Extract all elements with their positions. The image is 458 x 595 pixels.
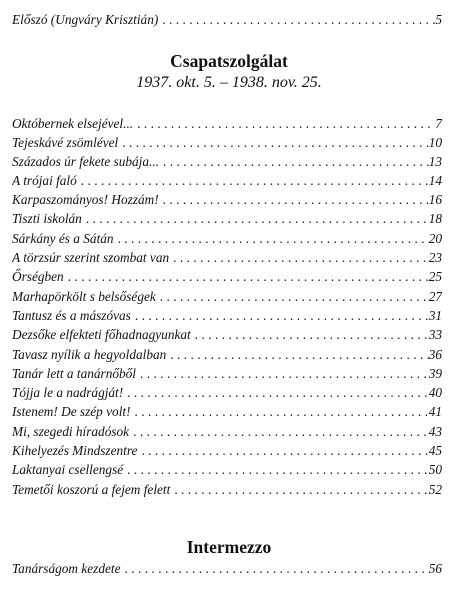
toc-entry[interactable] bbox=[12, 133, 442, 152]
dot-leader bbox=[133, 114, 435, 133]
dot-leader bbox=[129, 422, 429, 441]
entry-page-number: 52 bbox=[428, 482, 442, 497]
entry-page-number: 45 bbox=[428, 443, 442, 458]
dot-leader bbox=[158, 10, 435, 29]
entry-page-number: 41 bbox=[428, 404, 442, 419]
entry-page-number: 13 bbox=[428, 154, 442, 169]
entry-title: Laktanyai csellengsé bbox=[12, 462, 124, 477]
entry-title: Kihelyezés Mindszentre bbox=[12, 443, 138, 458]
toc-entry[interactable] bbox=[12, 364, 442, 383]
toc-entry[interactable] bbox=[12, 345, 442, 364]
entry-title: Sárkány és a Sátán bbox=[12, 231, 114, 246]
entry-title: Százados úr fekete subája... bbox=[12, 154, 159, 169]
dot-leader bbox=[118, 133, 428, 152]
entry-page-number: 50 bbox=[428, 462, 442, 477]
dot-leader bbox=[64, 267, 429, 286]
toc-entry[interactable] bbox=[12, 306, 442, 325]
entry-title: Temetői koszorú a fejem felett bbox=[12, 482, 171, 497]
entry-page-number: 5 bbox=[435, 12, 442, 27]
entry-title: Tantusz és a mászóvas bbox=[12, 308, 131, 323]
dot-leader bbox=[137, 441, 428, 460]
entry-page-number: 40 bbox=[428, 385, 442, 400]
dot-leader bbox=[136, 364, 429, 383]
toc-entry[interactable] bbox=[12, 287, 442, 306]
entry-title: Karpaszományos! Hozzám! bbox=[12, 192, 159, 207]
entry-title: Dezsőke elfekteti főhadnagyunkat bbox=[12, 327, 191, 342]
toc-entry[interactable] bbox=[12, 402, 442, 421]
toc-entry[interactable] bbox=[12, 460, 442, 479]
entry-title: Tavasz nyílik a hegyoldalban bbox=[12, 347, 167, 362]
toc-entry[interactable] bbox=[12, 422, 442, 441]
entry-title: Mi, szegedi híradósok bbox=[12, 424, 130, 439]
toc-entry[interactable] bbox=[12, 171, 442, 190]
entry-page-number: 33 bbox=[428, 327, 442, 342]
dot-leader bbox=[131, 402, 429, 421]
entry-title: Tanár lett a tanárnőből bbox=[12, 366, 137, 381]
entry-page-number: 10 bbox=[428, 135, 442, 150]
entry-page-number: 36 bbox=[428, 347, 442, 362]
entry-title: Istenem! De szép volt! bbox=[12, 404, 131, 419]
dot-leader bbox=[131, 306, 429, 325]
entry-title: Tiszti iskolán bbox=[12, 211, 82, 226]
entry-page-number: 18 bbox=[428, 211, 442, 226]
dot-leader bbox=[114, 229, 429, 248]
entry-title: Előszó (Ungváry Krisztián) bbox=[12, 12, 159, 27]
entry-page-number: 23 bbox=[428, 250, 442, 265]
toc-entry[interactable] bbox=[12, 383, 442, 402]
section-date-range: 1937. okt. 5. – 1938. nov. 25. bbox=[136, 74, 322, 91]
dot-leader bbox=[77, 171, 429, 190]
entry-page-number: 27 bbox=[428, 289, 442, 304]
toc-entry[interactable] bbox=[12, 229, 442, 248]
dot-leader bbox=[170, 480, 428, 499]
entry-page-number: 25 bbox=[428, 269, 442, 284]
dot-leader bbox=[159, 190, 429, 209]
dot-leader bbox=[159, 152, 429, 171]
toc-entry[interactable] bbox=[12, 325, 442, 344]
toc-entry[interactable] bbox=[12, 248, 442, 267]
entry-page-number: 56 bbox=[428, 561, 442, 576]
section-heading-intermezzo: Intermezzo bbox=[186, 537, 272, 557]
dot-leader bbox=[166, 345, 428, 364]
dot-leader bbox=[123, 460, 429, 479]
entry-page-number: 7 bbox=[435, 116, 442, 131]
entry-page-number: 16 bbox=[428, 192, 442, 207]
toc-entry[interactable] bbox=[12, 559, 442, 578]
entry-page-number: 20 bbox=[428, 231, 442, 246]
entry-title: Marhapörkölt s belsőségek bbox=[12, 289, 156, 304]
dot-leader bbox=[120, 559, 428, 578]
toc-entry[interactable] bbox=[12, 190, 442, 209]
entry-title: Októbernek elsejével... bbox=[12, 116, 134, 131]
entry-title: Tanárságom kezdete bbox=[12, 561, 121, 576]
entry-title: Tójja le a nadrágját! bbox=[12, 385, 124, 400]
toc-entry[interactable] bbox=[12, 114, 442, 133]
dot-leader bbox=[123, 383, 429, 402]
section-heading-csapatszolgalat: Csapatszolgálat bbox=[170, 51, 288, 71]
dot-leader bbox=[169, 248, 429, 267]
entry-page-number: 14 bbox=[428, 173, 442, 188]
entry-title: Tejeskávé zsömlével bbox=[12, 135, 119, 150]
dot-leader bbox=[156, 287, 429, 306]
entry-page-number: 31 bbox=[428, 308, 442, 323]
toc-entry-preface[interactable] bbox=[12, 10, 442, 29]
toc-entry[interactable] bbox=[12, 209, 442, 228]
toc-entry[interactable] bbox=[12, 267, 442, 286]
dot-leader bbox=[191, 325, 429, 344]
entry-title: Őrségben bbox=[12, 269, 64, 284]
entry-page-number: 43 bbox=[428, 424, 442, 439]
toc-entry[interactable] bbox=[12, 441, 442, 460]
dot-leader bbox=[82, 209, 429, 228]
entry-title: A törzsúr szerint szombat van bbox=[12, 250, 170, 265]
toc-entry[interactable] bbox=[12, 152, 442, 171]
toc-entry[interactable] bbox=[12, 480, 442, 499]
entry-title: A trójai faló bbox=[12, 173, 77, 188]
entry-page-number: 39 bbox=[428, 366, 442, 381]
